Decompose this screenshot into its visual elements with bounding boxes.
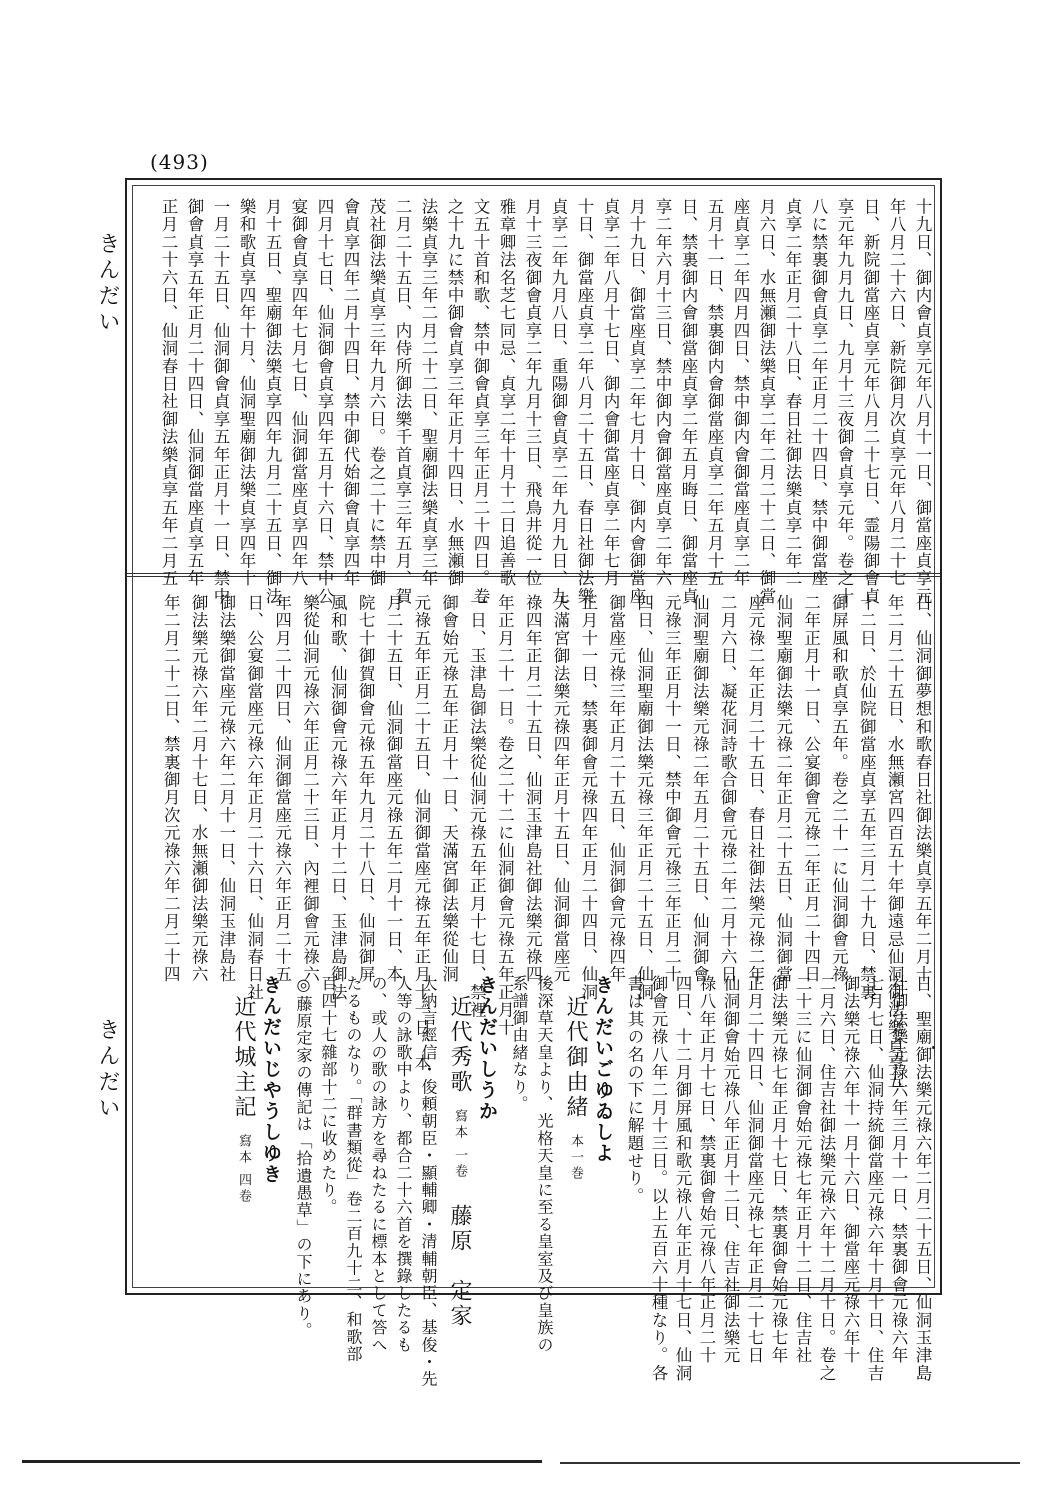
text-column: 法樂貞享三年二月二十二日、聖廟御法樂貞享三年: [419, 198, 438, 588]
text-column: 御會貞享五年正月二十四日、仙洞御當座貞享五年: [185, 198, 204, 588]
text-column: 年二月二十二日、禁裏御月次元祿六年二月二十四: [161, 594, 181, 984]
continuation-columns: [618, 975, 932, 1383]
text-column: 月十五日、聖廟御法樂貞享四年九月二十五日、御法: [263, 198, 282, 606]
text-column: 年二月二十五日、水無瀬宮四百五十年御遠忌仙洞御法樂貞享五: [885, 594, 905, 1090]
text-column: 仙洞聖廟御法樂元祿二年正月二十五日、仙洞御當: [773, 594, 793, 984]
dictionary-entry: [286, 975, 498, 1388]
text-column: 天滿宮御法樂元祿四年正月十五日、仙洞御當座元: [551, 594, 571, 984]
entry-note: 本一巻: [568, 1134, 583, 1182]
entry-heading: [552, 975, 586, 1295]
text-column: 樂從仙洞元祿六年正月二十三日、內裡御會元祿六: [300, 594, 320, 984]
text-column: 樂和歌貞享四年十月、仙洞聖廟御法樂貞享四年十: [237, 198, 256, 588]
text-column: 二年正月十一日、公宴御會元祿二年正月二十四日: [801, 594, 821, 984]
bottom-rule: [22, 1460, 542, 1463]
entry-title: 近代御由緒: [563, 995, 588, 1120]
text-column: 二月二十五日、内侍所御法樂千首貞享三年五月、賀: [393, 198, 412, 606]
text-column: 祿八年正月十七日、禁裏御會始元祿八年正月二十: [697, 975, 716, 1365]
text-column: 仙洞御會始元祿八年正月十二日、住吉社御法樂元: [721, 975, 740, 1365]
text-column: 四月十七日、仙洞御會貞享四年五月十六日、禁中公: [315, 198, 334, 606]
text-column: 一日、玉津島御法樂從仙洞元祿五年正月十七日、禁裡: [467, 594, 487, 1019]
entry-body-line: たるものなり。「群書類從」卷二百九十二、和歌部: [344, 975, 363, 1363]
entry-title: 近代城主記: [231, 995, 256, 1120]
text-column: 正月二十六日、仙洞春日社御法樂貞享五年二月五: [159, 198, 178, 588]
entry-body-line: 後深草天皇より、光格天皇に至る皇室及び皇族の: [535, 975, 554, 1354]
text-column: 五月十一日、禁裏御内會御當座貞享二年五月十五: [705, 198, 724, 588]
entry-note: 寫本 四卷: [236, 1134, 251, 1206]
entry-title: 近代秀歌: [447, 995, 472, 1095]
text-column: 年四月二十四日、仙洞御當座元祿六年正月二十五: [272, 594, 292, 984]
text-column: 年正月二十一日。卷之二十二に仙洞御會元祿五年正月十: [495, 594, 515, 1037]
text-column: 院七十御賀御會元祿五年九月二十八日、仙洞御屏: [356, 594, 376, 984]
text-column: 十日、御當座貞享二年八月二十五日、春日社御法樂: [575, 198, 594, 606]
text-column: 日、新院御當座貞享元年八月二十七日、霊陽御會貞: [861, 198, 880, 606]
text-column: 仙洞聖廟御法樂元祿二年五月二十五日、仙洞御會: [690, 594, 710, 984]
entry-reading: きんだいじやうしゆき: [260, 975, 282, 1185]
text-column: 享元年九月九日、九月十三夜御會貞享元年。卷之十: [835, 198, 854, 606]
text-column: 貞享二年八月十七日、御内會御當座貞享二年七月: [601, 198, 620, 588]
text-column: 月十九日、御當座貞享二年七月十日、御内會御當座: [627, 198, 646, 606]
text-column: 年八月二十六日、新院御月次貞享元年八月二十七: [887, 198, 906, 588]
side-label-left: きんだい: [95, 232, 120, 336]
dictionary-entry: [502, 975, 614, 1354]
text-column: 二月六日、凝花洞詩歌合御會元祿二年二月十六日: [718, 594, 738, 984]
entry-reading: きんだいしうか: [476, 975, 498, 1122]
text-column: 享二年六月十三日、禁中御内會御當座貞享二年六: [653, 198, 672, 588]
entry-body-line: 系譜御由緒なり。: [510, 975, 529, 1113]
text-column: 七月七日、仙洞持統御當座元祿六年十月十日、住吉: [865, 975, 884, 1383]
text-column: 宴御會貞享四年七月七日、仙洞御當座貞享四年八: [289, 198, 308, 588]
text-column: 元祿五年正月二十五日、仙洞御當座元祿五年正月十一日、本: [411, 594, 431, 1072]
text-column: 正月十一日、禁裏御會元祿四年正月二十四日、仙洞: [578, 594, 598, 1002]
text-column: 一月二十五日、仙洞御會貞享五年正月十一日、禁中: [211, 198, 230, 606]
text-column: 御屏風和歌貞享五年。卷之二十一に仙洞御會元祿: [829, 594, 849, 984]
text-column: 御會始元祿五年正月十一日、天滿宮御法樂從仙洞: [439, 594, 459, 984]
text-column: 四日、十二月御屏風和歌元祿八年正月十七日、仙洞: [673, 975, 692, 1383]
entry-note: 寫本 一卷: [452, 1109, 467, 1181]
text-column: 月二十五日、仙洞御當座元祿五年二月十一日、本: [383, 594, 403, 984]
entry-body-line: 大納言經信・俊頼朝臣・顯輔卿・清輔朝臣、基俊・先: [419, 975, 438, 1388]
entry-reading: きんだいごゆゐしよ: [592, 975, 614, 1164]
entry-body-line: ◎藤原定家の傳記は「拾遺愚草」の下にあり。: [294, 975, 313, 1340]
entry-author: 藤原 定家: [447, 1204, 472, 1330]
text-column: 社御法樂元祿六年三月十一日、禁裏御會元祿六年: [889, 975, 908, 1365]
upper-text-block: [150, 198, 932, 606]
text-column: 貞享二年九月八日、重陽御會貞享二年九月九日、九: [549, 198, 568, 606]
text-column: 御當座元祿三年正月二十五日、仙洞御會元祿四年: [606, 594, 626, 984]
text-column: 月十三夜御會貞享二年九月十三日、飛鳥井從一位: [523, 198, 542, 588]
text-column: 日、禁裏御内會御當座貞享二年五月晦日、御當座貞: [679, 198, 698, 606]
text-column: 月六日、水無瀬御法樂貞享二年二月二十二日、御當: [757, 198, 776, 606]
text-column: 御法樂元祿六年十一月十六日、御當座元祿六年十: [841, 975, 860, 1365]
text-column: 文五十首和歌、禁中御會貞享三年正月二十四日。卷: [471, 198, 490, 606]
text-column: 之十九に禁中御會貞享三年正月十四日、水無瀬御: [445, 198, 464, 588]
text-column: 會貞享四年二月十四日、禁中御代始御會貞享四年: [341, 198, 360, 588]
text-column: 日、公宴御當座元祿六年正月二十六日、仙洞春日社: [244, 594, 264, 1002]
page-number: (493): [150, 150, 209, 174]
text-column: 四日、仙洞聖廟御法樂元祿三年正月二十五日、仙洞: [634, 594, 654, 1002]
lower-left-area: [150, 975, 932, 1388]
text-column: 正月二十四日、仙洞御當座元祿七年正月二十七日: [745, 975, 764, 1365]
entry-body-line: 百四十七雜部十二に收めたり。: [319, 975, 338, 1216]
bottom-rule: [560, 1462, 1020, 1464]
entry-body-line: の、或人の歌の詠方を尋ねたるに標本として答へ: [369, 975, 388, 1354]
text-column: 日、聖廟御法樂元祿六年二月二十五日、仙洞玉津島: [913, 975, 932, 1383]
text-column: 御法樂御當座元祿六年二月十一日、仙洞玉津島社: [216, 594, 236, 984]
side-label-right: きんだい: [95, 1018, 120, 1122]
text-column: 御會元祿八年二月十三日。以上五百六十種なり。各: [649, 975, 668, 1383]
entry-heading: [220, 975, 254, 1295]
entry-heading: [436, 975, 472, 1330]
text-column: 雅章卿法名芝七同忌、貞享二年十月十二日追善歌: [497, 198, 516, 588]
speck: [932, 1046, 935, 1049]
text-column: 二月六日、住吉社御法樂元祿六年十二月十日。卷之: [817, 975, 836, 1383]
text-column: 貞享二年正月二十八日、春日社御法樂貞享二年二: [783, 198, 802, 588]
text-column: 風和歌、仙洞御會元祿六年正月十二日、玉津島御法: [328, 594, 348, 1002]
text-column: 十九日、御内會貞享元年八月十一日、御當座貞享元: [913, 198, 932, 606]
text-column: 十二日、於仙院御當座貞享五年三月二十九日、禁裏: [857, 594, 877, 1002]
text-column: 祿四年正月二十五日、仙洞玉津島社御法樂元祿四: [523, 594, 543, 984]
entry-body-line: 人等の詠歌中より、都合二十六首を撰錄したるも: [394, 975, 413, 1354]
text-column: 日、仙洞御夢想和歌春日社御法樂貞享五年二月十: [913, 594, 932, 984]
text-column: 茂社御法樂貞享三年九月六日。卷之二十に禁中御: [367, 198, 386, 588]
text-column: 座元祿二年正月二十五日、春日社御法樂元祿二年: [745, 594, 765, 984]
dictionary-entry: [220, 975, 280, 1285]
text-column: 座貞享二年四月四日、禁中御内會御當座貞享二年: [731, 198, 750, 588]
text-column: 御法樂元祿六年二月十七日、水無瀬御法樂元祿六: [189, 594, 209, 984]
text-column: 御法樂元祿七年正月十七日、禁裏御會始元祿七年: [769, 975, 788, 1365]
text-column: 元祿三年正月十一日、禁中御會元祿三年正月二十: [662, 594, 682, 984]
text-column: 書は其の名の下に解題せり。: [625, 975, 644, 1206]
text-column: 二十三に仙洞御會始元祿七年正月十二日、住吉社: [793, 975, 812, 1365]
text-column: 八に禁裏御會貞享二年正月二十四日、禁中御當座: [809, 198, 828, 588]
